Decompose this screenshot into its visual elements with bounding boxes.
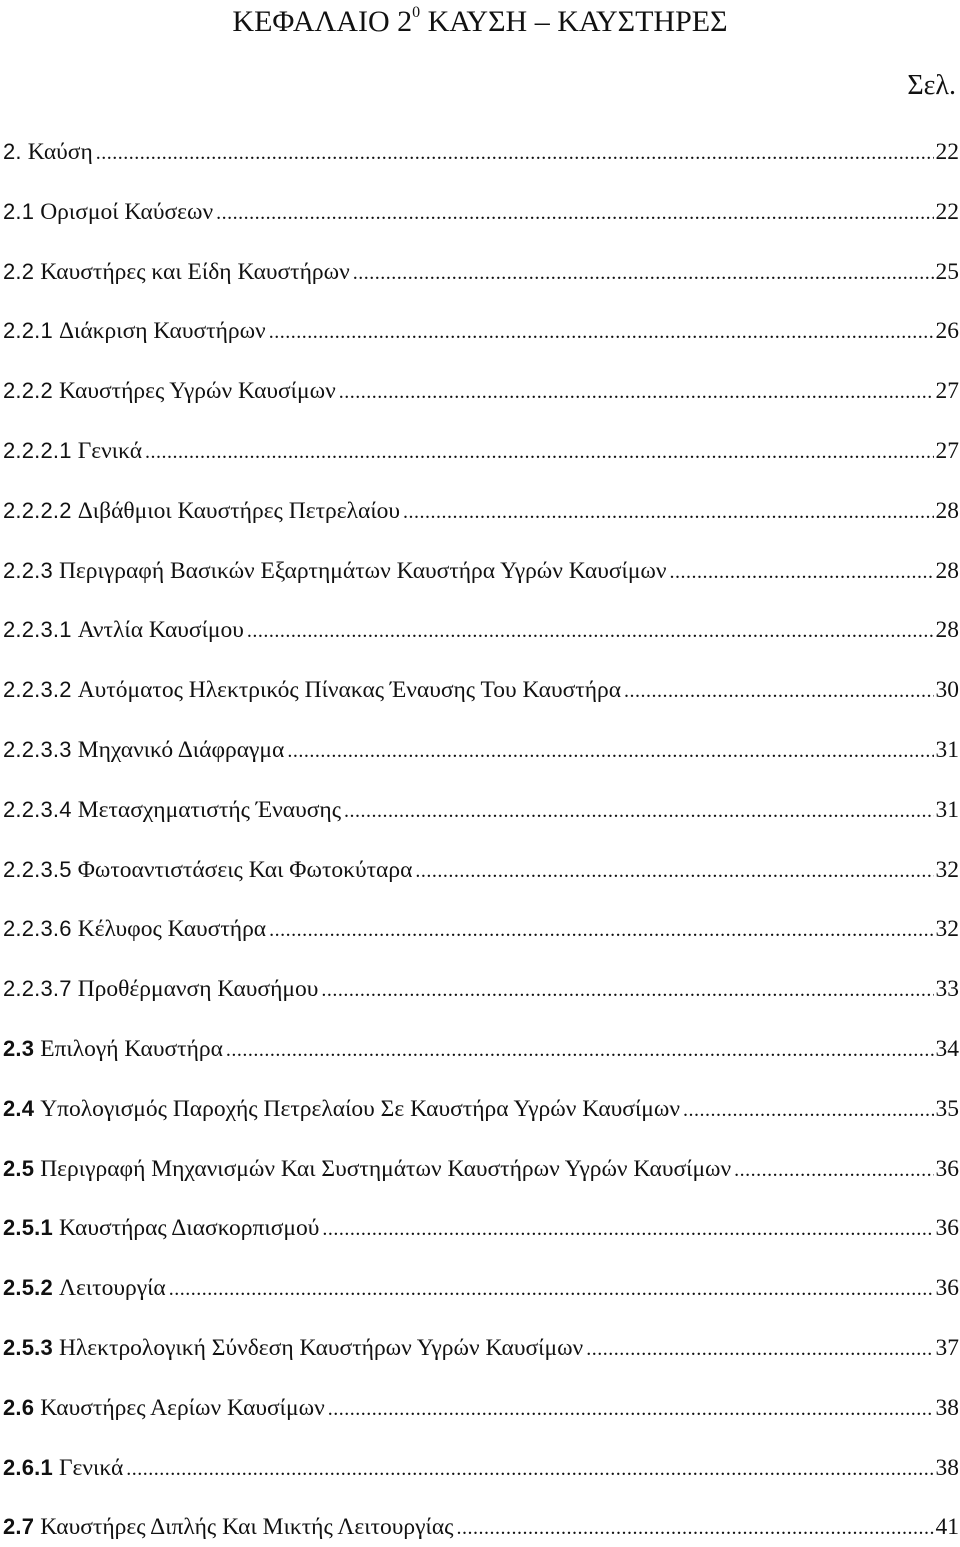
- toc-entry-page: 31: [935, 737, 959, 763]
- toc-entry[interactable]: [3, 1210, 959, 1246]
- toc-entry-number: 2.2.1: [3, 318, 53, 344]
- toc-entry-page: 32: [935, 916, 959, 943]
- toc-dot-leader: [96, 135, 934, 171]
- toc-entry[interactable]: [3, 971, 959, 1007]
- toc-dot-leader: [415, 853, 933, 889]
- toc-entry-page: 34: [935, 1036, 959, 1062]
- toc-entry-title: Γενικά: [58, 1454, 124, 1481]
- toc-entry-page: 26: [935, 318, 959, 345]
- toc-entry[interactable]: [3, 672, 959, 708]
- toc-entry-page: 22: [935, 198, 959, 225]
- toc-entry[interactable]: [3, 493, 959, 529]
- toc-entry-number: 2.2.3.2: [3, 677, 72, 703]
- toc-entry[interactable]: [3, 1330, 959, 1366]
- toc-entry-page: 30: [935, 677, 959, 704]
- toc-entry[interactable]: [3, 194, 959, 230]
- toc-dot-leader: [169, 1271, 934, 1307]
- toc-entry-number: 2.7: [3, 1514, 35, 1540]
- toc-entry-page: 38: [935, 1454, 959, 1481]
- toc-entry[interactable]: [3, 313, 959, 349]
- toc-dot-leader: [328, 1391, 934, 1427]
- toc-entry-page: 36: [935, 1215, 959, 1242]
- toc-entry[interactable]: [3, 254, 959, 290]
- toc-entry-title: Καυστήρες Διπλής Και Μικτής Λειτουργίας: [40, 1514, 454, 1541]
- toc-dot-leader: [339, 374, 934, 410]
- toc-entry[interactable]: [3, 911, 959, 947]
- toc-entry-number: 2.6: [3, 1394, 35, 1420]
- toc-entry-page: 41: [935, 1514, 959, 1541]
- toc-entry-number: 2.2.3.7: [3, 976, 72, 1002]
- toc-entry[interactable]: [3, 1151, 959, 1187]
- toc-entry-page: 27: [935, 438, 959, 464]
- toc-entry-number: 2.2.3.4: [3, 796, 72, 822]
- toc-entry-number: 2.2.2: [3, 378, 53, 404]
- toc-entry-title: Καυστήρες Αερίων Καυσίμων: [40, 1394, 325, 1421]
- toc-dot-leader: [287, 733, 933, 769]
- toc-entry-number: 2.2.2.1: [3, 438, 72, 463]
- toc-entry-page: 38: [935, 1394, 959, 1421]
- toc-dot-leader: [226, 1032, 934, 1068]
- toc-entry[interactable]: [3, 852, 959, 888]
- toc-entry[interactable]: [3, 792, 959, 828]
- title-superscript: 0: [412, 4, 421, 21]
- toc-dot-leader: [321, 972, 933, 1008]
- title-suffix: ΚΑΥΣΗ – ΚΑΥΣΤΗΡΕΣ: [420, 5, 728, 38]
- page-title: [0, 2, 960, 42]
- toc-entry[interactable]: [3, 1031, 959, 1067]
- toc-entry-title: Ηλεκτρολογική Σύνδεση Καυστήρων Υγρών Καυσίμων: [58, 1335, 584, 1361]
- toc-entry-title: Διάκριση Καυστήρων: [58, 318, 266, 345]
- toc-entry-page: 33: [935, 976, 959, 1003]
- toc-entry[interactable]: [3, 373, 959, 409]
- toc-entry[interactable]: [3, 612, 959, 648]
- toc-entry-title: Καυστήρες και Είδη Καυστήρων: [40, 258, 350, 285]
- toc-entry[interactable]: [3, 1270, 959, 1306]
- toc-dot-leader: [322, 1211, 933, 1247]
- toc-entry-page: 32: [935, 856, 959, 883]
- toc-dot-leader: [403, 494, 933, 530]
- toc-entry-number: 2.2.3.6: [3, 916, 72, 942]
- toc-entry[interactable]: [3, 134, 959, 170]
- toc-entry-page: 35: [935, 1095, 959, 1122]
- toc-entry-number: 2.2.2.2: [3, 497, 72, 523]
- toc-entry-number: 2.5: [3, 1155, 35, 1181]
- toc-dot-leader: [683, 1092, 934, 1128]
- toc-entry-number: 2.2: [3, 258, 35, 284]
- toc-dot-leader: [247, 613, 934, 649]
- toc-dot-leader: [624, 673, 933, 709]
- toc-entry-number: 2.5.3: [3, 1335, 53, 1360]
- toc-entry-title: Επιλογή Καυστήρα: [40, 1036, 223, 1062]
- toc-entry-title: Φωτοαντιστάσεις Και Φωτοκύταρα: [77, 856, 413, 883]
- toc-entry-page: 37: [935, 1335, 959, 1361]
- toc-entry-title: Ορισμοί Καύσεων: [40, 198, 214, 225]
- toc-entry-page: 27: [935, 378, 959, 405]
- toc-entry-page: 28: [935, 617, 959, 644]
- toc-dot-leader: [269, 912, 933, 948]
- toc-entry[interactable]: [3, 1450, 959, 1486]
- toc-entry[interactable]: [3, 433, 959, 469]
- toc-entry-title: Υπολογισμός Παροχής Πετρελαίου Σε Καυστήρα Υγρών Καυσίμων: [40, 1095, 680, 1122]
- toc-dot-leader: [734, 1152, 933, 1188]
- toc-entry[interactable]: [3, 1509, 959, 1545]
- toc-entry-number: 2.2.3.1: [3, 617, 72, 643]
- page-column-label: Σελ.: [907, 70, 956, 101]
- toc-entry[interactable]: [3, 1091, 959, 1127]
- toc-entry-title: Λειτουργία: [58, 1275, 166, 1302]
- toc-entry-number: 2.: [3, 139, 22, 164]
- toc-dot-leader: [353, 255, 934, 291]
- toc-entry-title: Μετασχηματιστής Έναυσης: [77, 796, 341, 823]
- toc-entry-page: 28: [935, 497, 959, 524]
- toc-entry-title: Αντλία Καυσίμου: [77, 617, 244, 644]
- toc-entry-page: 31: [935, 796, 959, 823]
- toc-entry-number: 2.6.1: [3, 1454, 53, 1480]
- toc-entry-number: 2.2.3.5: [3, 856, 72, 882]
- toc-dot-leader: [670, 554, 934, 590]
- toc-entry[interactable]: [3, 1390, 959, 1426]
- toc-entry-title: Καυστήρας Διασκορπισμού: [58, 1215, 320, 1242]
- toc-entry-title: Περιγραφή Μηχανισμών Και Συστημάτων Καυστήρων Υγρών Καυσίμων: [40, 1155, 732, 1182]
- toc-entry-title: Γενικά: [77, 438, 143, 464]
- toc-entry-title: Περιγραφή Βασικών Εξαρτημάτων Καυστήρα Υγρών Καυσίμων: [58, 557, 667, 584]
- toc-entry-page: 25: [935, 258, 959, 285]
- toc-entry[interactable]: [3, 553, 959, 589]
- toc-entry-number: 2.4: [3, 1095, 35, 1121]
- toc-entry-title: Μηχανικό Διάφραγμα: [77, 737, 285, 763]
- toc-entry-page: 36: [935, 1275, 959, 1302]
- toc-entry-title: Αυτόματος Ηλεκτρικός Πίνακας Έναυσης Του Καυστήρα: [77, 677, 622, 704]
- toc-entry-title: Διβάθμιοι Καυστήρες Πετρελαίου: [77, 497, 401, 524]
- toc-entry-number: 2.2.3: [3, 557, 53, 583]
- toc-entry-number: 2.3: [3, 1036, 35, 1061]
- title-prefix: ΚΕΦΑΛΑΙΟ 2: [232, 5, 413, 38]
- toc-dot-leader: [456, 1510, 933, 1546]
- toc-dot-leader: [269, 314, 934, 350]
- toc-entry-title: Κέλυφος Καυστήρα: [77, 916, 267, 943]
- toc-entry-page: 22: [935, 139, 959, 165]
- toc-entry[interactable]: [3, 732, 959, 768]
- toc-entry-page: 36: [935, 1155, 959, 1182]
- toc-entry-number: 2.2.3.3: [3, 737, 72, 762]
- toc-entry-title: Προθέρμανση Καυσήμου: [77, 976, 319, 1003]
- toc-dot-leader: [586, 1331, 933, 1367]
- toc-dot-leader: [145, 434, 933, 470]
- toc-entry-page: 28: [935, 557, 959, 584]
- toc-entry-title: Καυστήρες Υγρών Καυσίμων: [58, 378, 336, 405]
- toc-dot-leader: [216, 195, 933, 231]
- toc-dot-leader: [126, 1451, 933, 1487]
- toc-entry-title: Καύση: [27, 139, 93, 165]
- toc-entry-number: 2.5.2: [3, 1275, 53, 1301]
- toc-entry-number: 2.5.1: [3, 1215, 53, 1241]
- toc-dot-leader: [344, 793, 934, 829]
- toc-entry-number: 2.1: [3, 198, 35, 224]
